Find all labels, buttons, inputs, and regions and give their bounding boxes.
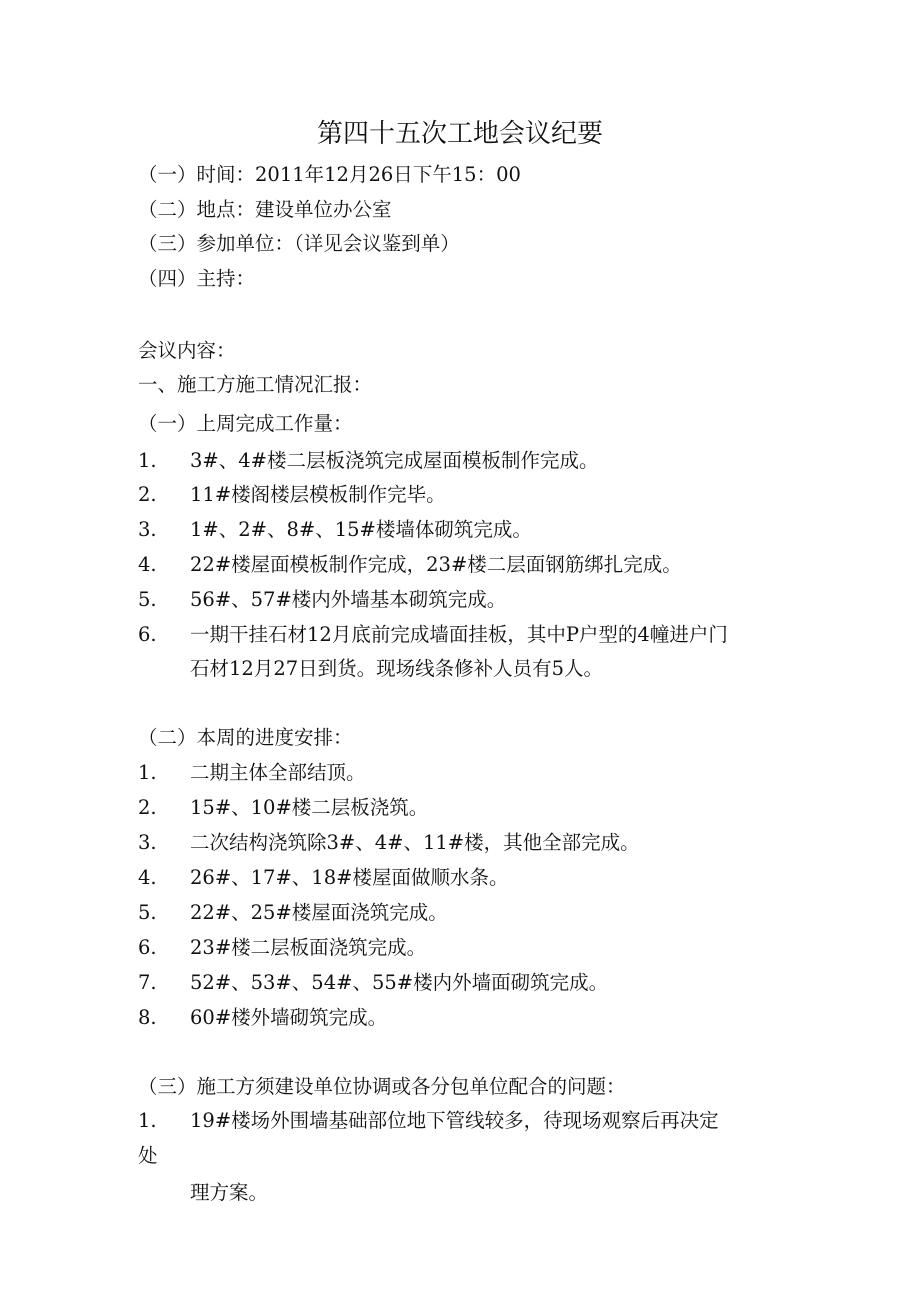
list-item-number: 3.	[138, 831, 157, 854]
list-item-continuation: 理方案。	[190, 1181, 269, 1204]
list-item: 一期干挂石材12月底前完成墙面挂板，其中P户型的4幢进户门	[190, 623, 728, 646]
list-item-number: 1.	[138, 1109, 157, 1132]
list-item-number: 2.	[138, 483, 157, 506]
list-item: 22#、25#楼屋面浇筑完成。	[190, 901, 448, 924]
list-item: 1#、2#、8#、15#楼墙体砌筑完成。	[190, 518, 532, 541]
list-item-continuation: 石材12月27日到货。现场线条修补人员有5人。	[190, 657, 604, 680]
list-item: 3#、4#楼二层板浇筑完成屋面模板制作完成。	[190, 449, 599, 472]
list-item-number: 5.	[138, 901, 157, 924]
list-item-number: 4.	[138, 866, 157, 889]
list-item-number: 6.	[138, 936, 157, 959]
subsection-heading: （一）上周完成工作量：	[138, 412, 353, 435]
list-item-number: 3.	[138, 518, 157, 541]
list-item: 19#楼场外围墙基础部位地下管线较多，待现场观察后再决定	[190, 1109, 719, 1132]
list-item: 52#、53#、54#、55#楼内外墙面砌筑完成。	[190, 971, 609, 994]
subsection-heading: （二）本周的进度安排：	[138, 726, 353, 749]
list-item-number: 1.	[138, 449, 157, 472]
meeting-time: （一）时间：2011年12月26日下午15：00	[138, 163, 521, 186]
list-item-number: 4.	[138, 553, 157, 576]
list-item: 60#楼外墙砌筑完成。	[190, 1006, 388, 1029]
list-item: 26#、17#、18#楼屋面做顺水条。	[190, 866, 509, 889]
list-item: 22#楼屋面模板制作完成，23#楼二层面钢筋绑扎完成。	[190, 553, 682, 576]
page-title: 第四十五次工地会议纪要	[316, 119, 603, 149]
list-item-number: 6.	[138, 623, 157, 646]
subsection-heading: （三）施工方须建设单位协调或各分包单位配合的问题：	[138, 1075, 626, 1098]
meeting-attendees: （三）参加单位：（详见会议鉴到单）	[138, 232, 460, 255]
meeting-place: （二）地点：建设单位办公室	[138, 198, 392, 221]
section-heading: 一、施工方施工情况汇报：	[138, 373, 373, 396]
list-item: 56#、57#楼内外墙基本砌筑完成。	[190, 588, 507, 611]
list-item: 11#楼阁楼层模板制作完毕。	[190, 483, 446, 506]
list-item-number: 1.	[138, 761, 157, 784]
list-item: 15#、10#楼二层板浇筑。	[190, 796, 429, 819]
list-item-number: 2.	[138, 796, 157, 819]
meeting-host: （四）主持：	[138, 267, 256, 290]
list-item: 二次结构浇筑除3#、4#、11#楼，其他全部完成。	[190, 831, 640, 854]
list-item-number: 7.	[138, 971, 157, 994]
list-item-number: 5.	[138, 588, 157, 611]
list-item: 23#楼二层板面浇筑完成。	[190, 936, 427, 959]
content-heading: 会议内容：	[138, 339, 236, 362]
list-item-wrap: 处	[138, 1144, 158, 1167]
list-item-number: 8.	[138, 1006, 157, 1029]
list-item: 二期主体全部结顶。	[190, 761, 366, 784]
